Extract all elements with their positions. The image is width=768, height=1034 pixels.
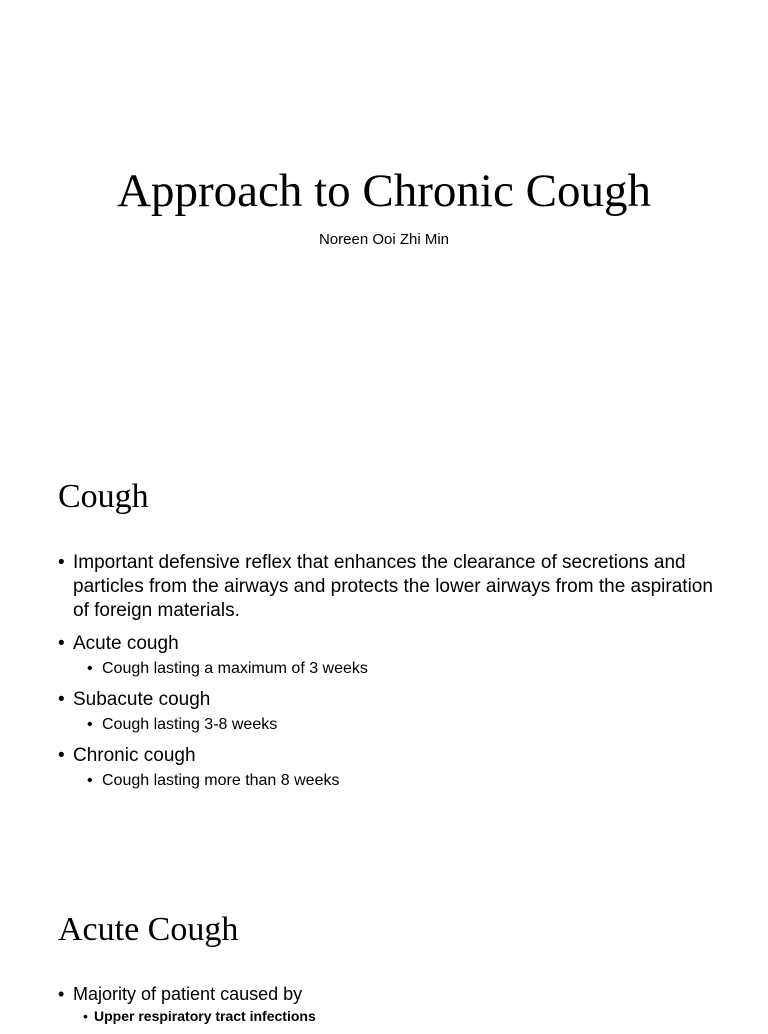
bullet-icon: • (83, 1008, 88, 1024)
bullet-text: Majority of patient caused by (73, 984, 303, 1004)
title-slide (0, 0, 768, 432)
bullet-list (58, 982, 718, 1034)
bullet-icon: • (87, 772, 93, 789)
bullet-item (58, 982, 718, 1006)
bullet-list (58, 551, 718, 800)
bullet-icon: • (58, 689, 65, 710)
sub-bullet-item (87, 770, 718, 792)
sub-bullet-text: Cough lasting 3-8 weeks (102, 716, 278, 733)
bullet-text: Chronic cough (73, 745, 196, 766)
bullet-text: Important defensive reflex that enhances the clearance of secretions and particles from the airways and protects the lower airways from the aspiration of foreign materials. (73, 552, 713, 621)
bullet-icon: • (58, 552, 65, 573)
sub-bullet-text: Cough lasting more than 8 weeks (102, 772, 340, 789)
bullet-icon: • (87, 716, 93, 733)
presentation-author: Noreen Ooi Zhi Min (318, 231, 450, 248)
sub-bullet-item (83, 1006, 718, 1026)
bullet-item (58, 551, 718, 623)
bullet-icon: • (58, 745, 65, 766)
bullet-text: Acute cough (73, 633, 179, 654)
bullet-icon: • (58, 633, 65, 654)
cough-slide (0, 433, 768, 865)
bullet-item (58, 632, 718, 656)
acute-cough-slide (0, 866, 768, 1024)
presentation-title: Approach to Chronic Cough (117, 165, 651, 217)
sub-bullet-item (87, 658, 718, 680)
bullet-item (58, 744, 718, 768)
bullet-icon: • (58, 984, 65, 1004)
sub-bullet-text: Upper respiratory tract infections (94, 1008, 316, 1024)
sub-bullet-text: Cough lasting a maximum of 3 weeks (102, 660, 368, 677)
slide-heading: Acute Cough (58, 911, 239, 948)
slide-heading: Cough (58, 478, 149, 515)
bullet-text: Subacute cough (73, 689, 211, 710)
bullet-item (58, 688, 718, 712)
bullet-icon: • (87, 660, 93, 677)
sub-bullet-item (87, 714, 718, 736)
